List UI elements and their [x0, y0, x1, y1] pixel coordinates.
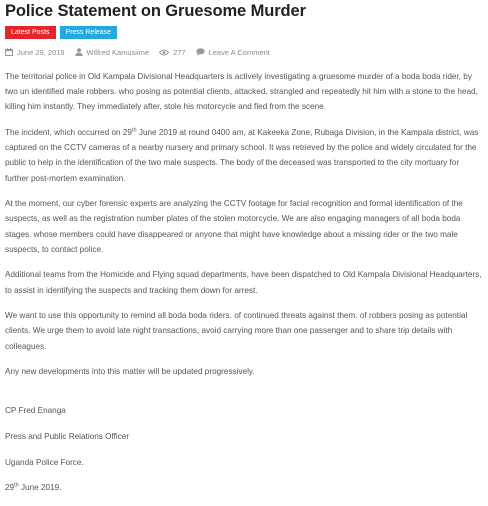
- article-body: [5, 69, 484, 379]
- paragraph-2-prefix: The incident, which occurred on 29: [5, 128, 132, 137]
- paragraph-2-sup: th: [131, 127, 137, 134]
- post-meta: [5, 46, 484, 58]
- paragraph-1: The territorial police in Old Kampala Divisional Headquarters is actively investigating a gruesome murder of a boda boda rider, by two un identified male robbers. who posing as potential clients, attacked, strangled and repeatedly hit him with a stone to the head, killing him instantly. They immediately after, stole his motorcycle and fled from the scene.: [5, 72, 478, 112]
- signature-date: [5, 480, 484, 495]
- paragraph-2-rest: at round 0400 am, at Kakeeka Zone, Rubaga Division, in the Kampala district, was captured on the CCTV cameras of a nearby nursery and primary school. It was retrieved by the police and widely circulated for the public to help in the identification of the two male suspects. The body of the deceased was transported to the city mortuary for further post-mortem examination.: [5, 128, 479, 183]
- tag-press-release[interactable]: Press Release: [60, 26, 118, 39]
- post-comments: [196, 48, 270, 57]
- leave-comment-link[interactable]: Leave A Comment: [208, 47, 270, 57]
- post-date-text: June 29, 2019: [17, 47, 65, 57]
- signature-date-sup: th: [14, 482, 19, 489]
- calendar-icon: [5, 48, 13, 56]
- paragraph-3: At the moment, our cyber forensic experts are analyzing the CCTV footage for facial recognition and formal identification of the suspects, as well as the registration number plates of the stolen motorcycle. We are also engaging managers of all boda boda stages. whose members could have disappeared or anyone that might have knowledge about a missing rider or the two male suspects, to contact police.: [5, 199, 463, 254]
- paragraph-4: Additional teams from the Homicide and Flying squad departments, have been dispatched to Old Kampala Divisional Headquarters, to assist in identifying the suspects and tracking them down for arrest.: [5, 270, 482, 295]
- comment-icon: [196, 48, 205, 56]
- post-date: [5, 48, 65, 57]
- paragraph-2-mid: June 2019: [136, 128, 180, 137]
- signature-org: Uganda Police Force.: [5, 457, 84, 467]
- page-title: Police Statement on Gruesome Murder: [5, 2, 306, 20]
- post-author: [75, 48, 150, 57]
- post-views-count: 277: [173, 47, 186, 57]
- post-author-link[interactable]: Wilfred Kamusiime: [86, 47, 150, 57]
- tag-latest-posts[interactable]: Latest Posts: [5, 26, 56, 39]
- paragraph-5: We want to use this opportunity to remind all boda boda riders. of continued threats against them. of robbers posing as potential clients. We urge them to avoid late night transactions, avoid carrying more than one passenger and to share trip details with colleagues.: [5, 311, 468, 351]
- post-views: [159, 48, 186, 57]
- paragraph-2: [5, 125, 484, 186]
- signature-role: Press and Public Relations Officer: [5, 432, 130, 441]
- signature-date-day: 29: [5, 483, 15, 493]
- paragraph-6: Any new developments into this matter will be updated progressively.: [5, 367, 255, 377]
- category-tags: [5, 26, 484, 39]
- eye-icon: [159, 49, 169, 56]
- signature-date-rest: June 2019.: [18, 483, 62, 493]
- user-icon: [75, 48, 83, 56]
- signature-block: [5, 403, 484, 495]
- signature-name: CP Fred Enanga: [5, 406, 66, 416]
